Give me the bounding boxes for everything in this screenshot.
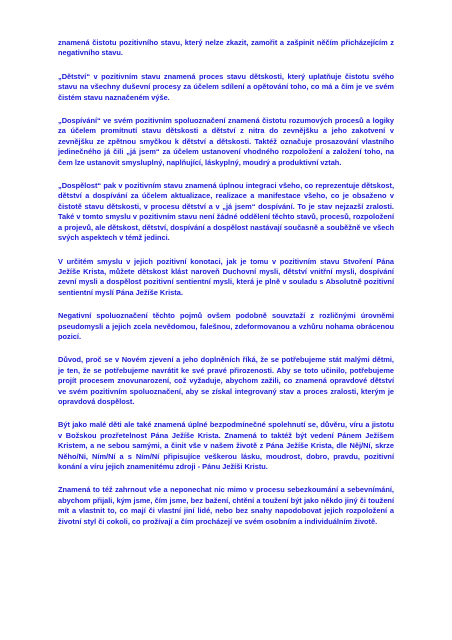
paragraph-1: znamená čistotu pozitivního stavu, který nelze zkazit, zamořit a zašpinit něčím přicházejícím z negativního stavu. xyxy=(58,38,394,58)
paragraph-9: Znamená to též zahrnout vše a neponechat nic mimo v procesu sebezkoumání a sebevnímání, abychom přijali, kým jsme, čím jsme, bez bažení, chtění a toužení být jako někdo jiný či toužení mít a vlastnit to, co mají či vlastní jiní lidé, nebo bez snahy napodobovat jejich rozpoložení a životní styl či cokoli, co prožívají a čím procházejí ve svém osobním a individuálním životě. xyxy=(58,485,394,526)
paragraph-5: V určitém smyslu v jejich pozitivní konotaci, jak je tomu v pozitivním stavu Stvoření Pána Ježíše Krista, můžete dětskost klást naroveň Duchovní mysli, dětství vnitřní mysli, dospívání zevní mysli a dospělost pozitivní sentientní mysli, která je plně v souladu s Absolutně pozitivní sentientní myslí Pána Ježíše Krista. xyxy=(58,256,394,297)
paragraph-8: Být jako malé děti ale také znamená úplné bezpodmínečné spolehnutí se, důvěru, víru a jistotu v Božskou prozřetelnost Pána Ježíše Krista. Znamená to taktéž být vedení Pánem Ježíšem Kristem, a ne sebou samými, a činit vše v našem životě z Pána Ježíše Krista, dle Něj/Ní, skrze Něho/Ni, Ním/Ní a s Ním/Ní připisujíce veškerou lásku, moudrost, dobro, pravdu, pozitivní konání a víru jejich znamenitému zdroji - Pánu Ježíši Kristu. xyxy=(58,420,394,471)
paragraph-6: Negativní spoluoznačení těchto pojmů ovšem podobně souvztaží z rozličnými úrovněmi pseudomysli a jejich zcela nevědomou, falešnou, zdeformovanou a vzhůru nohama obrácenou pozicí. xyxy=(58,311,394,341)
paragraph-4: „Dospělost“ pak v pozitivním stavu znamená úplnou integraci všeho, co reprezentuje dětskost, dětství a dospívání za účelem aktualizace, realizace a manifestace všeho, co je obsaženo v čistotě stavu dětskosti, v procesu dětství a v „já jsem“ dospívání. To je stav nejzazší zralosti. Také v tomto smyslu v pozitivním stavu není žádné oddělení těchto stavů, procesů, rozpoložení a projevů, ale dětskost, dětství, dospívání a dospělost nastávají současně a souběžně ve všech svých aspektech v témž jedinci. xyxy=(58,181,394,243)
paragraph-2: „Dětství“ v pozitivním stavu znamená proces stavu dětskosti, který uplatňuje čistotu svého stavu na všechny duševní procesy za účelem sdílení a opětování toho, co má a čím je ve svém čistém stavu naznačeném výše. xyxy=(58,71,394,102)
paragraph-3: „Dospívání“ ve svém pozitivním spoluoznačení znamená čistotu rozumových procesů a logiky za účelem promítnutí stavu dětskosti a dětství z nitra do zevnějšku a jeho zakotvení v zevnějšku ze zpětnou smyčkou k dětství a dětskosti. Taktéž označuje prosazování vlastního jedinečného já čili „já jsem“ za účelem ustanovení vhodného rozpoložení a založení toho, na čem lze ustanovit smysluplný, naplňující, láskyplný, moudrý a produktivní vztah. xyxy=(58,116,394,167)
paragraph-7: Důvod, proč se v Novém zjevení a jeho doplněních říká, že se potřebujeme stát malými dětmi, je ten, že se potřebujeme navrátit ke své pravé přirozenosti. Aby se toto učinilo, potřebujeme projít procesem znovunarození, což vyžaduje, abychom zažili, co znamená opravdové dětství ve svém pozitivním spoluoznačení, aby se získal integrovaný stav a proces zralosti, kterým je opravdová dospělost. xyxy=(58,355,394,406)
